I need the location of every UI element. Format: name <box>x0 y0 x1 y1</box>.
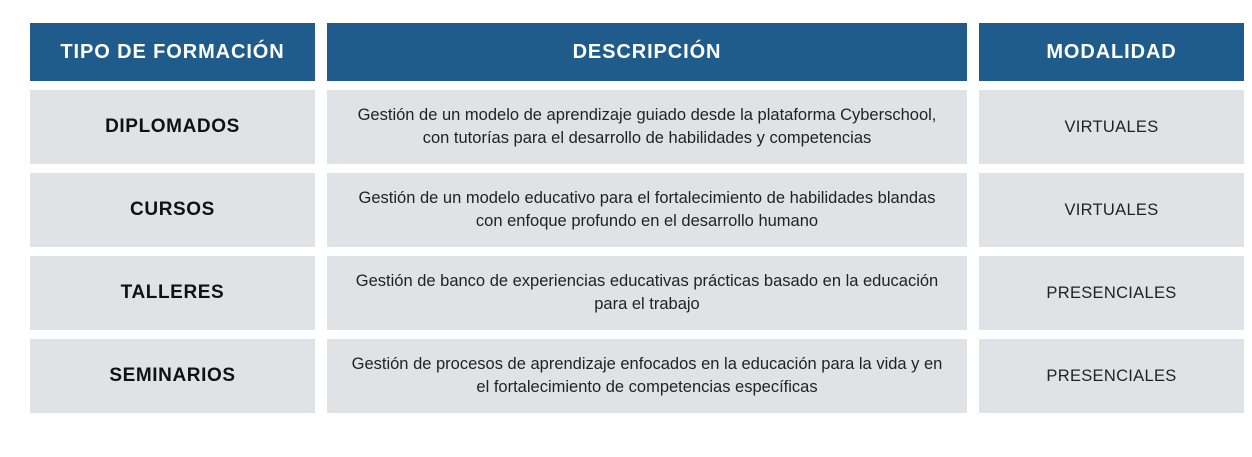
cell-modalidad-inner <box>979 173 1244 247</box>
descripcion-text: Gestión de un modelo de aprendizaje guiado desde la plataforma Cyberschool, con tutorías para el desarrollo de habilidades y competencias <box>357 105 937 147</box>
cell-tipo <box>30 173 315 247</box>
cell-tipo <box>30 339 315 413</box>
cell-tipo-inner <box>30 90 315 164</box>
table-row <box>30 339 1244 413</box>
cell-modalidad <box>979 339 1244 413</box>
cell-descripcion <box>327 256 967 330</box>
column-header-tipo: TIPO DE FORMACIÓN <box>30 23 315 81</box>
tipo-label: SEMINARIOS <box>109 365 236 386</box>
cell-descripcion <box>327 173 967 247</box>
table-row <box>30 256 1244 330</box>
descripcion-text: Gestión de procesos de aprendizaje enfocados en la educación para la vida y en el fortalecimiento de competencias específicas <box>351 354 943 396</box>
table-row <box>30 173 1244 247</box>
training-table <box>18 14 1252 422</box>
table-body <box>30 90 1244 413</box>
cell-descripcion-inner <box>327 90 967 164</box>
cell-modalidad <box>979 256 1244 330</box>
cell-tipo-inner <box>30 256 315 330</box>
tipo-label: CURSOS <box>130 199 215 220</box>
modalidad-label: PRESENCIALES <box>1046 283 1177 302</box>
descripcion-text: Gestión de un modelo educativo para el fortalecimiento de habilidades blandas con enfoque profundo en el desarrollo humano <box>358 188 936 230</box>
table-row <box>30 90 1244 164</box>
table-header-row <box>30 23 1244 81</box>
descripcion-text: Gestión de banco de experiencias educativas prácticas basado en la educación para el trabajo <box>355 271 939 313</box>
table-header <box>30 23 1244 81</box>
modalidad-label: VIRTUALES <box>1064 117 1159 136</box>
cell-descripcion-inner <box>327 173 967 247</box>
cell-tipo-inner <box>30 173 315 247</box>
modalidad-label: PRESENCIALES <box>1046 366 1177 385</box>
cell-modalidad <box>979 90 1244 164</box>
cell-modalidad <box>979 173 1244 247</box>
cell-descripcion <box>327 339 967 413</box>
column-header-modalidad: MODALIDAD <box>979 23 1244 81</box>
cell-modalidad-inner <box>979 339 1244 413</box>
cell-tipo <box>30 90 315 164</box>
cell-tipo-inner <box>30 339 315 413</box>
cell-descripcion <box>327 90 967 164</box>
column-header-descripcion: DESCRIPCIÓN <box>327 23 967 81</box>
modalidad-label: VIRTUALES <box>1064 200 1159 219</box>
cell-descripcion-inner <box>327 339 967 413</box>
cell-modalidad-inner <box>979 90 1244 164</box>
tipo-label: DIPLOMADOS <box>105 116 240 137</box>
cell-tipo <box>30 256 315 330</box>
cell-modalidad-inner <box>979 256 1244 330</box>
tipo-label: TALLERES <box>120 282 225 303</box>
cell-descripcion-inner <box>327 256 967 330</box>
